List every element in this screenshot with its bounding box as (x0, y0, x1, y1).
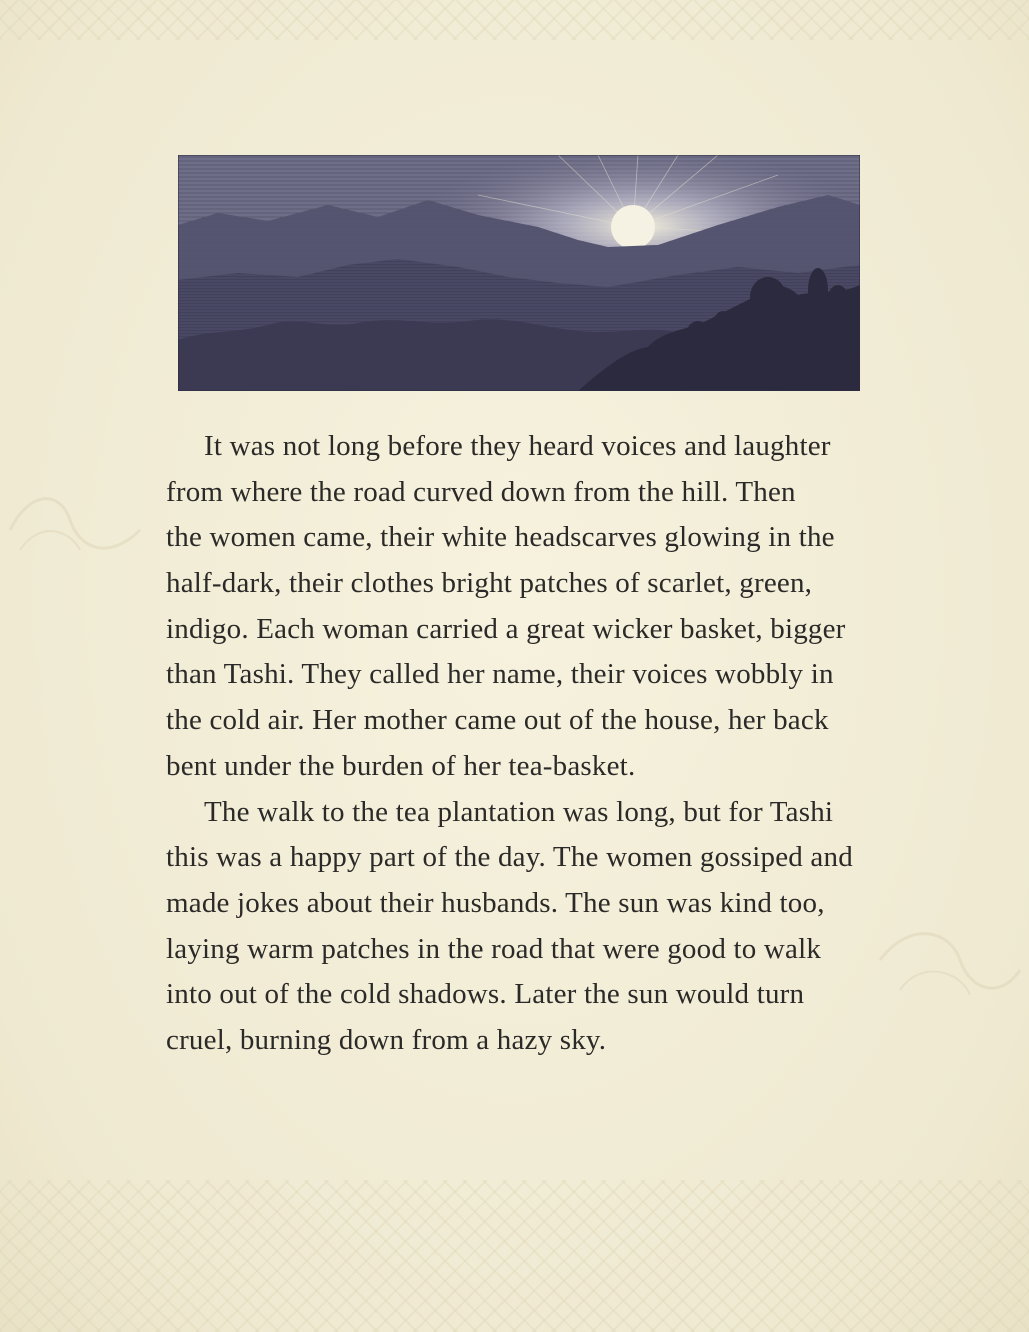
decorative-border-bottom (0, 1180, 1029, 1332)
left-ornament-icon (0, 470, 160, 590)
text-line: cruel, burning down from a hazy sky. (166, 1023, 607, 1056)
text-line: made jokes about their husbands. The sun was kind too, (166, 886, 825, 919)
right-ornament-icon (870, 900, 1029, 1030)
sun-icon (611, 205, 655, 249)
story-text (166, 424, 886, 1064)
text-line: laying warm patches in the road that were good to walk (166, 932, 822, 965)
text-line: the women came, their white headscarves glowing in the (166, 521, 835, 554)
text-line: this was a happy part of the day. The women gossiped and (166, 841, 853, 874)
text-line: It was not long before they heard voices and laughter (204, 430, 831, 462)
mountain-sunrise-illustration (178, 155, 860, 391)
paragraph-2 (166, 790, 886, 1064)
text-line: into out of the cold shadows. Later the sun would turn (166, 978, 805, 1011)
text-line: than Tashi. They called her name, their voices wobbly in (166, 658, 834, 691)
text-line: The walk to the tea plantation was long, but for Tashi (204, 795, 834, 828)
text-line: bent under the burden of her tea-basket. (166, 749, 636, 782)
text-line: indigo. Each woman carried a great wicker basket, bigger (166, 612, 846, 645)
paragraph-1 (166, 424, 886, 790)
text-line: from where the road curved down from the hill. Then (166, 475, 796, 508)
decorative-border-top (0, 0, 1029, 40)
text-line: the cold air. Her mother came out of the house, her back (166, 704, 829, 737)
text-line: half-dark, their clothes bright patches of scarlet, green, (166, 567, 813, 600)
